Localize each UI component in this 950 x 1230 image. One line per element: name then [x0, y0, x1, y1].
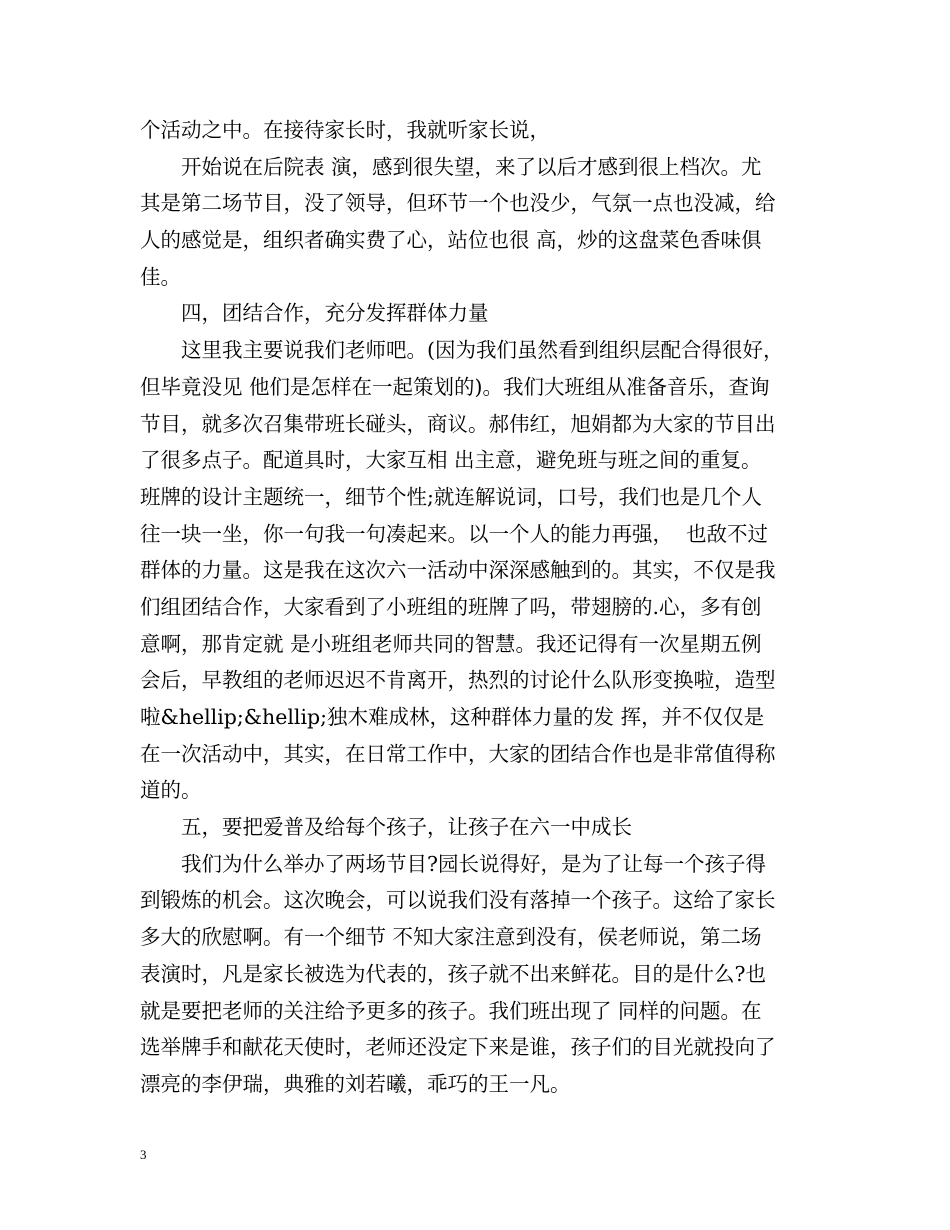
- body-text: [140, 112, 815, 1103]
- text-line: 会后，早教组的老师迟迟不肯离开，热烈的讨论什么队形变换啦，造型: [140, 668, 776, 693]
- text-line: 佳。: [140, 264, 181, 289]
- text-line: 往一块一坐，你一句我一句凑起来。以一个人的能力再强， 也敌不过: [140, 521, 769, 546]
- text-line: 了很多点子。配道具时，大家互相 出主意，避免班与班之间的重复。: [140, 448, 762, 473]
- text-line: 我们为什么举办了两场节目?园长说得好，是为了让每一个孩子得: [140, 851, 766, 876]
- page-number: 3: [140, 1147, 147, 1162]
- text-line: 选举牌手和献花天使时，老师还没定下来是谁，孩子们的目光就投向了: [140, 1035, 776, 1060]
- text-line: 人的感觉是，组织者确实费了心，站位也很 高，炒的这盘菜色香味俱: [140, 228, 762, 253]
- section-heading: 五，要把爱普及给每个孩子，让孩子在六一中成长: [140, 815, 632, 840]
- text-line: 开始说在后院表 演，感到很失望，来了以后才感到很上档次。尤: [140, 154, 762, 179]
- text-line: 就是要把老师的关注给予更多的孩子。我们班出现了 同样的问题。在: [140, 998, 762, 1023]
- text-line: 个活动之中。在接待家长时，我就听家长说，: [140, 118, 550, 142]
- text-line: 道的。: [140, 778, 202, 803]
- text-line: 节目，就多次召集带班长碰头，商议。郝伟红，旭娟都为大家的节目出: [140, 411, 776, 436]
- text-line: 意啊，那肯定就 是小班组老师共同的智慧。我还记得有一次星期五例: [140, 631, 762, 656]
- text-line: 班牌的设计主题统一，细节个性;就连解说词，口号，我们也是几个人: [140, 484, 762, 509]
- text-line: 但毕竟没见 他们是怎样在一起策划的)。我们大班组从准备音乐，查询: [140, 374, 770, 399]
- text-line: 到锻炼的机会。这次晚会，可以说我们没有落掉一个孩子。这给了家长: [140, 888, 776, 913]
- text-line: 多大的欣慰啊。有一个细节 不知大家注意到没有，侯老师说，第二场: [140, 925, 762, 950]
- section-heading: 四，团结合作，充分发挥群体力量: [140, 301, 489, 326]
- text-line: 群体的力量。这是我在这次六一活动中深深感触到的。其实，不仅是我: [140, 558, 776, 583]
- text-line: 在一次活动中，其实，在日常工作中，大家的团结合作也是非常值得称: [140, 741, 776, 766]
- text-line: 其是第二场节目，没了领导，但环节一个也没少，气氛一点也没减，给: [140, 191, 776, 216]
- text-line: 表演时，凡是家长被选为代表的，孩子就不出来鲜花。目的是什么?也: [140, 961, 766, 986]
- text-line: 啦&hellip;&hellip;独木难成林，这种群体力量的发 挥，并不仅仅是: [140, 705, 765, 729]
- text-line: 漂亮的李伊瑞，典雅的刘若曦，乖巧的王一凡。: [140, 1071, 571, 1096]
- text-line: 们组团结合作，大家看到了小班组的班牌了吗，带翅膀的.心，多有创: [140, 594, 762, 619]
- text-line: 这里我主要说我们老师吧。(因为我们虽然看到组织层配合得很好，: [140, 338, 784, 363]
